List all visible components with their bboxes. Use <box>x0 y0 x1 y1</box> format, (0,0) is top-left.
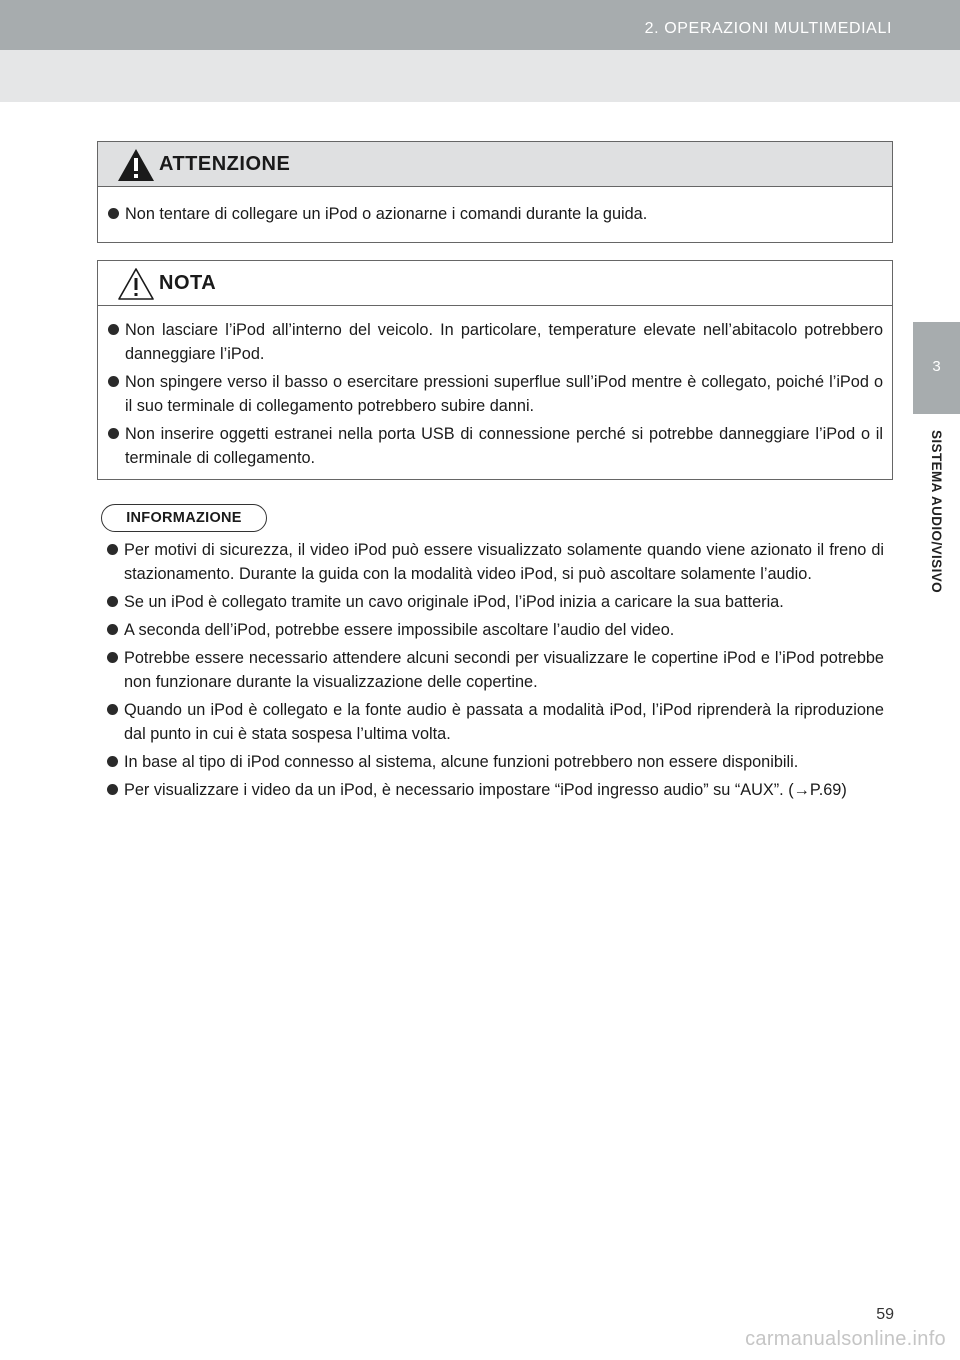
nota-header <box>98 261 892 306</box>
attenzione-box <box>97 141 893 243</box>
list-item: Non spingere verso il basso o esercitare pressioni superflue sull’iPod mentre è collegato, poiché l’iPod o il suo terminale di collegamento potrebbero subire danni. <box>107 370 883 418</box>
list-item: Se un iPod è collegato tramite un cavo originale iPod, l’iPod inizia a caricare la sua batteria. <box>106 590 884 614</box>
bullet-icon <box>108 208 119 219</box>
list-item: Per motivi di sicurezza, il video iPod può essere visualizzato solamente quando viene azionato il freno di stazionamento. Durante la guida con la modalità video iPod, si può ascoltare solamente l’audio. <box>106 538 884 586</box>
bullet-icon <box>108 428 119 439</box>
chapter-tab <box>913 322 960 414</box>
list-item: Quando un iPod è collegato e la fonte audio è passata a modalità iPod, l’iPod riprenderà la riproduzione dal punto in cui è stata sospesa l’ultima volta. <box>106 698 884 746</box>
attenzione-title: ATTENZIONE <box>159 153 291 175</box>
bullet-icon <box>107 756 118 767</box>
list-item: In base al tipo di iPod connesso al sistema, alcune funzioni potrebbero non essere disponibili. <box>106 750 884 774</box>
header-band <box>0 50 960 102</box>
bullet-icon <box>107 596 118 607</box>
bullet-icon <box>107 544 118 555</box>
nota-box <box>97 260 893 480</box>
section-title: 2. OPERAZIONI MULTIMEDIALI <box>644 20 892 37</box>
header-bar <box>0 0 960 50</box>
caution-icon <box>117 267 155 301</box>
list-item: Non inserire oggetti estranei nella porta USB di connessione perché si potrebbe danneggiare l’iPod o il terminale di collegamento. <box>107 422 883 470</box>
informazione-label: INFORMAZIONE <box>101 504 267 532</box>
bullet-icon <box>108 376 119 387</box>
nota-title: NOTA <box>159 272 217 294</box>
page-number: 59 <box>876 1306 894 1323</box>
chapter-number: 3 <box>932 358 941 375</box>
bullet-icon <box>107 624 118 635</box>
warning-icon <box>117 148 155 182</box>
bullet-icon <box>107 652 118 663</box>
chapter-label: SISTEMA AUDIO/VISIVO <box>929 430 944 594</box>
bullet-icon <box>107 784 118 795</box>
attenzione-header <box>98 142 892 187</box>
list-item: Non lasciare l’iPod all’interno del veicolo. In particolare, temperature elevate nell’abitacolo potrebbero danneggiare l’iPod. <box>107 318 883 366</box>
bullet-icon <box>107 704 118 715</box>
watermark: carmanualsonline.info <box>745 1328 946 1350</box>
list-item: Potrebbe essere necessario attendere alcuni secondi per visualizzare le copertine iPod e l’iPod potrebbe non funzionare durante la visualizzazione delle copertine. <box>106 646 884 694</box>
bullet-icon <box>108 324 119 335</box>
informazione-list <box>106 538 884 806</box>
list-item: Non tentare di collegare un iPod o azionarne i comandi durante la guida. <box>107 202 883 226</box>
list-item: Per visualizzare i video da un iPod, è necessario impostare “iPod ingresso audio” su “AUX”. (→P.69) <box>106 778 884 802</box>
list-item: A seconda dell’iPod, potrebbe essere impossibile ascoltare l’audio del video. <box>106 618 884 642</box>
